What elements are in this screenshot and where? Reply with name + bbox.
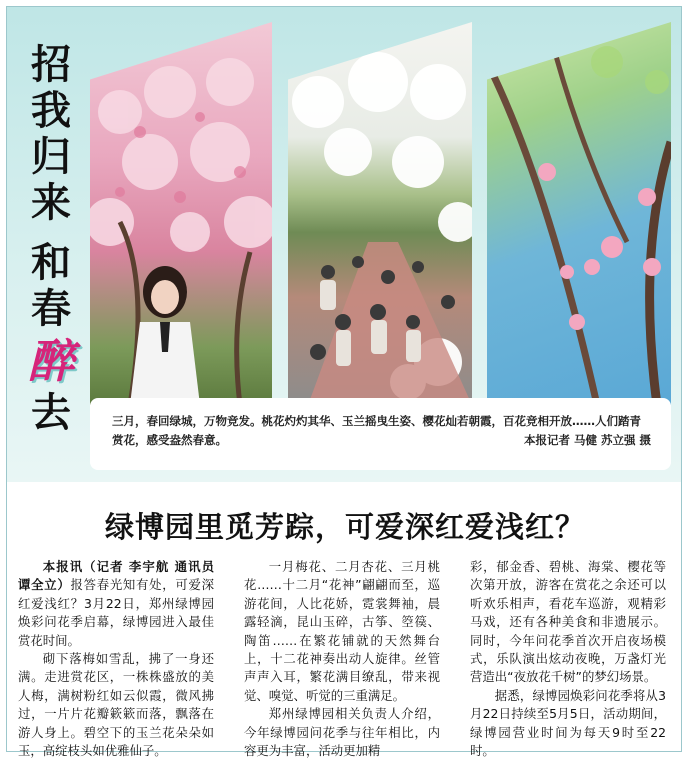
article-column-1 [18,558,214,760]
title-char-accent: 醉 [28,334,74,388]
photo-caption [90,398,671,470]
lead-reporters: （记者 李宇航 通讯员 谭全立） [18,559,214,593]
paragraph: 彩，郁金香、碧桃、海棠、樱花等次第开放，游客在赏花之余还可以听欢乐相声，看花车巡游，观精彩马戏，还有各种美食和非遗展示。同时，今年问花季首次开启夜场模式，乐队演出炫动夜晚，万盏灯光营造出“夜放花千树”的梦幻场景。 [470,559,666,685]
title-char: 归 [31,134,71,180]
vertical-title [24,42,78,436]
title-char: 和 [31,240,71,286]
photo-illustration [90,22,272,405]
paragraph-text: 报答春光知有处，可爱深红爱浅红？3月22日，郑州绿博园焕彩问花季启幕，绿博园进入最佳赏花时间。 [18,577,215,648]
paragraph: 据悉，绿博园焕彩问花季将从3月22日持续至5月5日，活动期间，绿博园营业时间为每天9时至22时。 [470,687,666,759]
lead-label: 本报讯 [42,559,84,574]
article-body [18,558,674,759]
photo-illustration [288,22,472,405]
paragraph: 砌下落梅如雪乱，拂了一身还满。走进赏花区，一株株盛放的美人梅，满树粉红如云似霞，微风拂过，一片片花瓣簌簌而落，飘落在游人身上。碧空下的玉兰花朵朵如玉，高绽枝头如优雅仙子。 [18,651,214,759]
article-headline: 绿博园里觅芳踪，可爱深红爱浅红？ [104,510,585,544]
paragraph: 一月梅花、二月杏花、三月桃花……十二月“花神”翩翩而至，巡游花间，人比花娇，霓裳舞袖，晨露轻滴，昆山玉碎，古筝、箜篌、陶笛……在繁花铺就的天然舞台上，十二花神奏出动人旋律。丝管声声入耳，繁花满目缭乱，带来视觉、嗅觉、听觉的三重满足。 [244,559,440,703]
photo-cherry-blossom-woman [90,22,272,405]
photo-peach-blossom-branches [487,22,671,405]
caption-text: 三月，春回绿城，万物竞发。桃花灼灼其华、玉兰摇曳生姿、樱花灿若朝霞，百花竞相开放……人们踏青赏花，感受盎然春意。 [112,414,641,447]
article-column-3 [470,558,666,760]
title-char: 来 [31,180,71,226]
title-char: 我 [31,88,71,134]
paragraph: 郑州绿博园相关负责人介绍，今年绿博园问花季与往年相比，内容更为丰富，活动更加精 [244,706,440,759]
photo-illustration [487,22,671,405]
photo-crowd-blossoms [288,22,472,405]
title-char: 春 [31,286,71,332]
title-char: 去 [31,390,71,436]
article-column-2 [244,558,440,760]
title-char: 招 [31,42,71,88]
photo-credit: 本报记者 马健 苏立强 摄 [523,433,651,447]
paragraph [18,558,214,650]
